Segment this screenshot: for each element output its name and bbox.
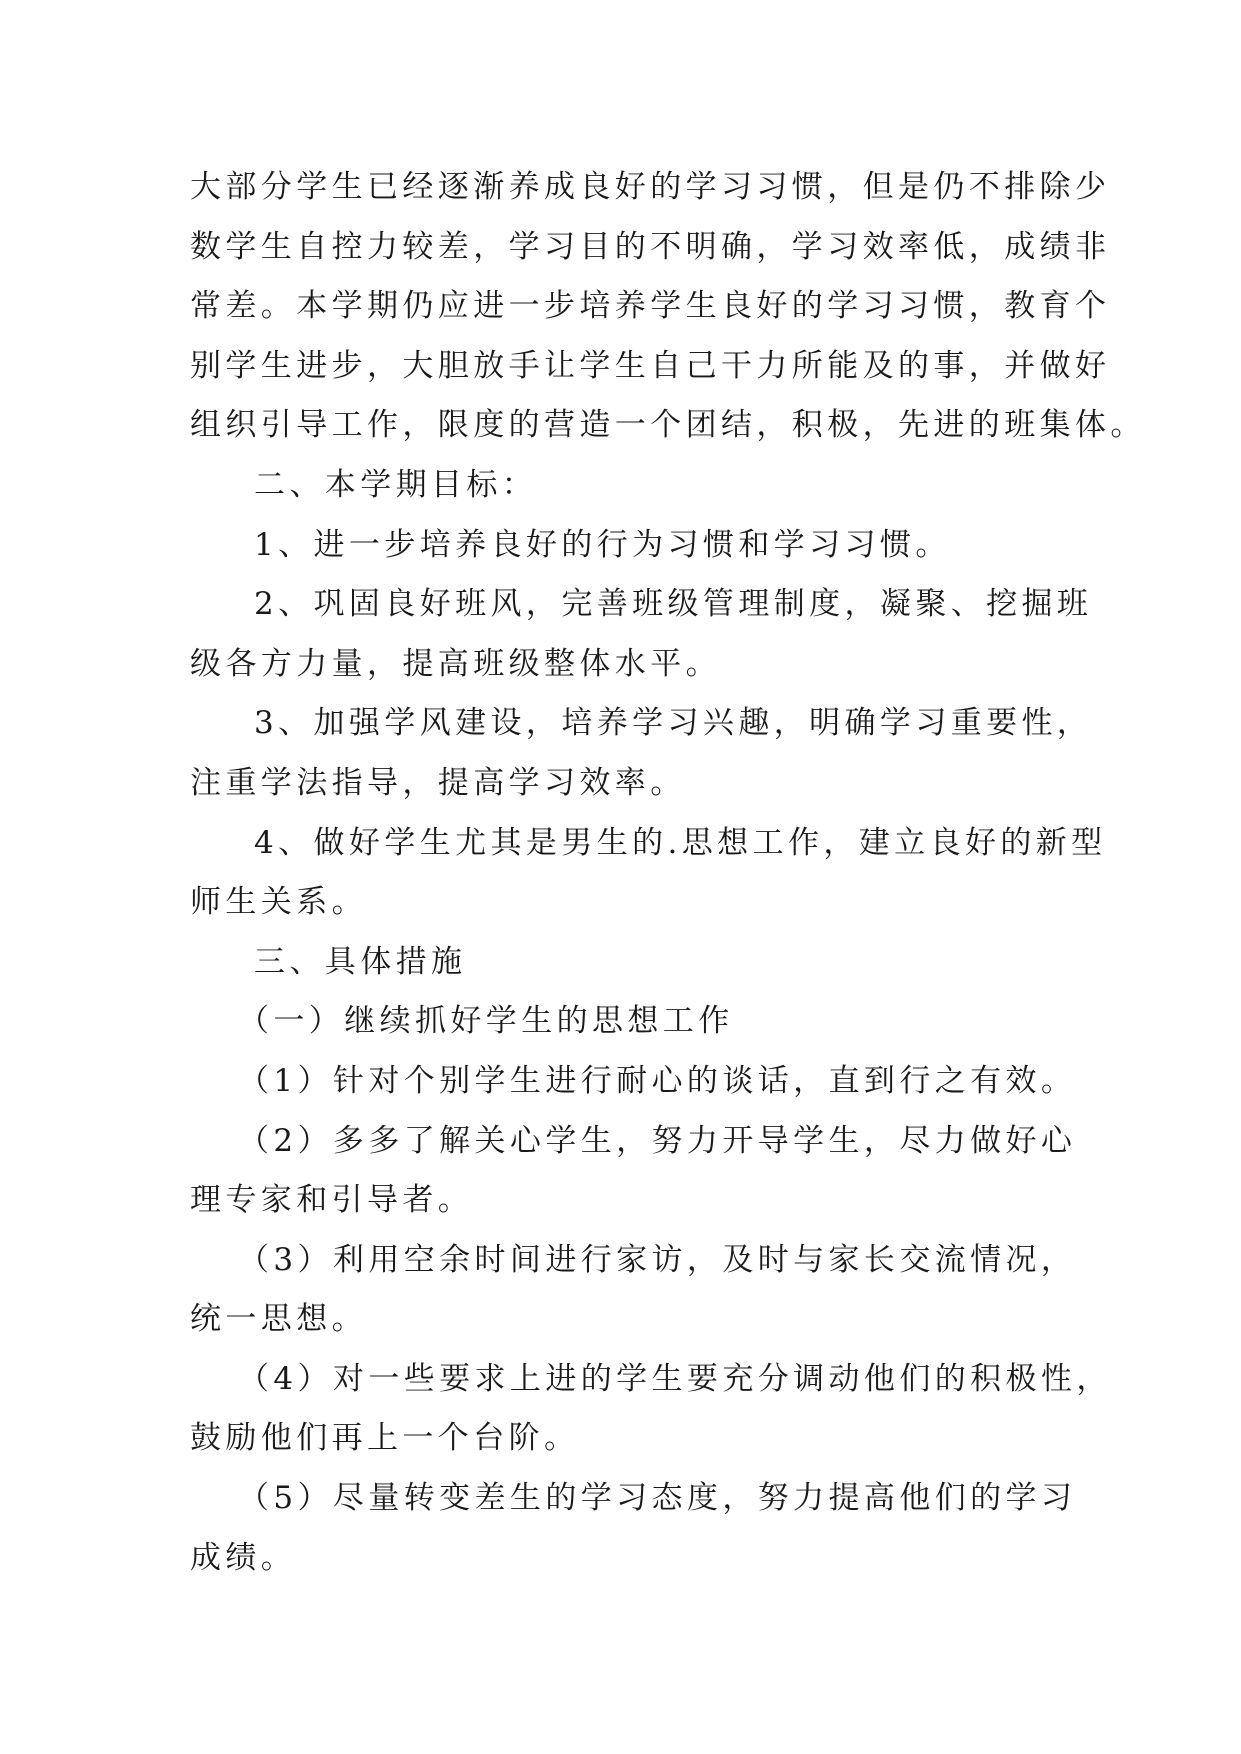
goal-item-1: 1、进一步培养良好的行为习惯和学习习惯。 xyxy=(254,526,951,563)
measure-item-2-continued: 理专家和引导者。 xyxy=(190,1182,474,1219)
section-heading-measures: 三、具体措施 xyxy=(254,943,467,980)
paragraph-line: 组织引导工作，限度的营造一个团结，积极，先进的班集体。 xyxy=(190,407,1146,444)
measure-item-1: （1）针对个别学生进行耐心的谈话，直到行之有效。 xyxy=(238,1062,1077,1099)
paragraph-line: 别学生进步，大胆放手让学生自己干力所能及的事，并做好 xyxy=(190,347,1111,384)
measure-item-3-continued: 统一思想。 xyxy=(190,1301,367,1338)
document-body xyxy=(190,158,1146,1588)
measure-item-5: （5）尽量转变差生的学习态度，努力提高他们的学习 xyxy=(238,1480,1077,1517)
measure-item-3: （3）利用空余时间进行家访，及时与家长交流情况， xyxy=(238,1241,1077,1278)
measure-item-5-continued: 成绩。 xyxy=(190,1539,297,1576)
goal-item-4-continued: 师生关系。 xyxy=(190,884,367,921)
goal-item-3: 3、加强学风建设，培养学习兴趣，明确学习重要性， xyxy=(254,705,1093,742)
paragraph-line: 大部分学生已经逐渐养成良好的学习习惯，但是仍不排除少 xyxy=(190,169,1111,205)
goal-item-3-continued: 注重学法指导，提高学习效率。 xyxy=(190,764,686,801)
measure-item-4-continued: 鼓励他们再上一个台阶。 xyxy=(190,1420,580,1457)
goal-item-2: 2、巩固良好班风，完善班级管理制度，凝聚、挖掘班 xyxy=(254,586,1093,623)
section-heading-goals: 二、本学期目标： xyxy=(254,466,538,503)
goal-item-2-continued: 级各方力量，提高班级整体水平。 xyxy=(190,645,721,682)
goal-item-4: 4、做好学生尤其是男生的.思想工作，建立良好的新型 xyxy=(254,824,1107,861)
measure-item-4: （4）对一些要求上进的学生要充分调动他们的积极性， xyxy=(238,1360,1112,1397)
paragraph-line: 数学生自控力较差，学习目的不明确，学习效率低，成绩非 xyxy=(190,228,1111,265)
measure-item-2: （2）多多了解关心学生，努力开导学生，尽力做好心 xyxy=(238,1122,1077,1159)
subsection-heading: （一）继续抓好学生的思想工作 xyxy=(238,1003,734,1040)
paragraph-line: 常差。本学期仍应进一步培养学生良好的学习习惯，教育个 xyxy=(190,288,1111,325)
